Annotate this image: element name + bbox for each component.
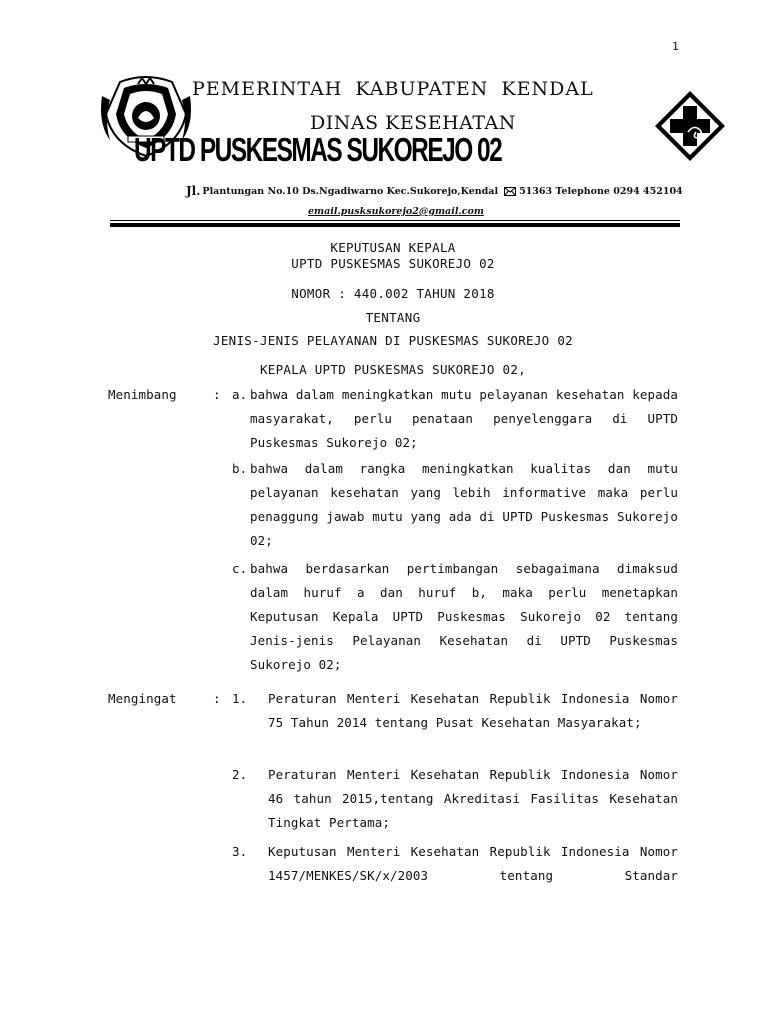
puskesmas-cross-logo-icon xyxy=(652,88,728,164)
mengingat-colon: : xyxy=(213,691,221,706)
mengingat-marker-3: 3. xyxy=(232,844,248,859)
decree-issuer: KEPALA UPTD PUSKESMAS SUKOREJO 02, xyxy=(259,362,527,377)
address-prefix: Jl. xyxy=(186,184,201,198)
street-address: Plantungan No.10 Ds.Ngadiwarno Kec.Sukorejo,Kendal xyxy=(202,185,499,197)
menimbang-item-b: bahwa dalam rangka meningkatkan kualitas dan mutu pelayanan kesehatan yang lebih informative maka perlu penaggung jawab mutu yang ada di UPTD Puskesmas Sukorejo 02; xyxy=(250,461,678,548)
page-number: 1 xyxy=(672,40,679,53)
decree-title: KEPUTUSAN KEPALA xyxy=(330,240,456,255)
mengingat-label: Mengingat xyxy=(108,691,177,706)
mengingat-item-2: Peraturan Menteri Kesehatan Republik Indonesia Nomor 46 tahun 2015,tentang Akreditasi Fasilitas Kesehatan Tingkat Pertama; xyxy=(268,767,678,830)
postal-and-phone: 51363 Telephone 0294 452104 xyxy=(519,185,683,197)
office-address xyxy=(186,184,683,198)
menimbang-marker-c: c. xyxy=(232,561,248,576)
mengingat-marker-2: 2. xyxy=(232,767,248,782)
department-name: DINAS KESEHATAN xyxy=(310,112,516,134)
mengingat-marker-1: 1. xyxy=(232,691,248,706)
menimbang-label: Menimbang xyxy=(108,387,177,402)
decree-subject: JENIS-JENIS PELAYANAN DI PUSKESMAS SUKOREJO 02 xyxy=(213,333,573,348)
government-name: PEMERINTAH KABUPATEN KENDAL xyxy=(192,78,594,100)
letterhead-divider-thick xyxy=(110,223,680,227)
decree-number: NOMOR : 440.002 TAHUN 2018 xyxy=(291,286,495,301)
letterhead-divider-thin xyxy=(110,220,680,221)
unit-name: UPTD PUSKESMAS SUKOREJO 02 xyxy=(134,131,502,168)
menimbang-item-a: bahwa dalam meningkatkan mutu pelayanan kesehatan kepada masyarakat, perlu penataan penyelenggara di UPTD Puskesmas Sukorejo 02; xyxy=(250,387,678,450)
email-link[interactable]: email.pusksukorejo2@gmail.com xyxy=(308,206,484,217)
mengingat-item-1: Peraturan Menteri Kesehatan Republik Indonesia Nomor 75 Tahun 2014 tentang Pusat Kesehatan Masyarakat; xyxy=(268,691,678,730)
menimbang-marker-b: b. xyxy=(232,461,248,476)
menimbang-colon: : xyxy=(213,387,221,402)
decree-about: TENTANG xyxy=(365,310,421,325)
menimbang-item-c: bahwa berdasarkan pertimbangan sebagaimana dimaksud dalam huruf a dan huruf b, maka perlu menetapkan Keputusan Kepala UPTD Puskesmas Sukorejo 02 tentang Jenis-jenis Pelayanan Kesehatan di UPTD Puskesmas Sukorejo 02; xyxy=(250,561,678,672)
menimbang-marker-a: a. xyxy=(232,387,248,402)
decree-issuer-unit: UPTD PUSKESMAS SUKOREJO 02 xyxy=(291,256,495,271)
envelope-icon xyxy=(504,187,516,196)
mengingat-item-3: Keputusan Menteri Kesehatan Republik Indonesia Nomor 1457/MENKES/SK/x/2003 tentang Standar xyxy=(268,844,678,883)
